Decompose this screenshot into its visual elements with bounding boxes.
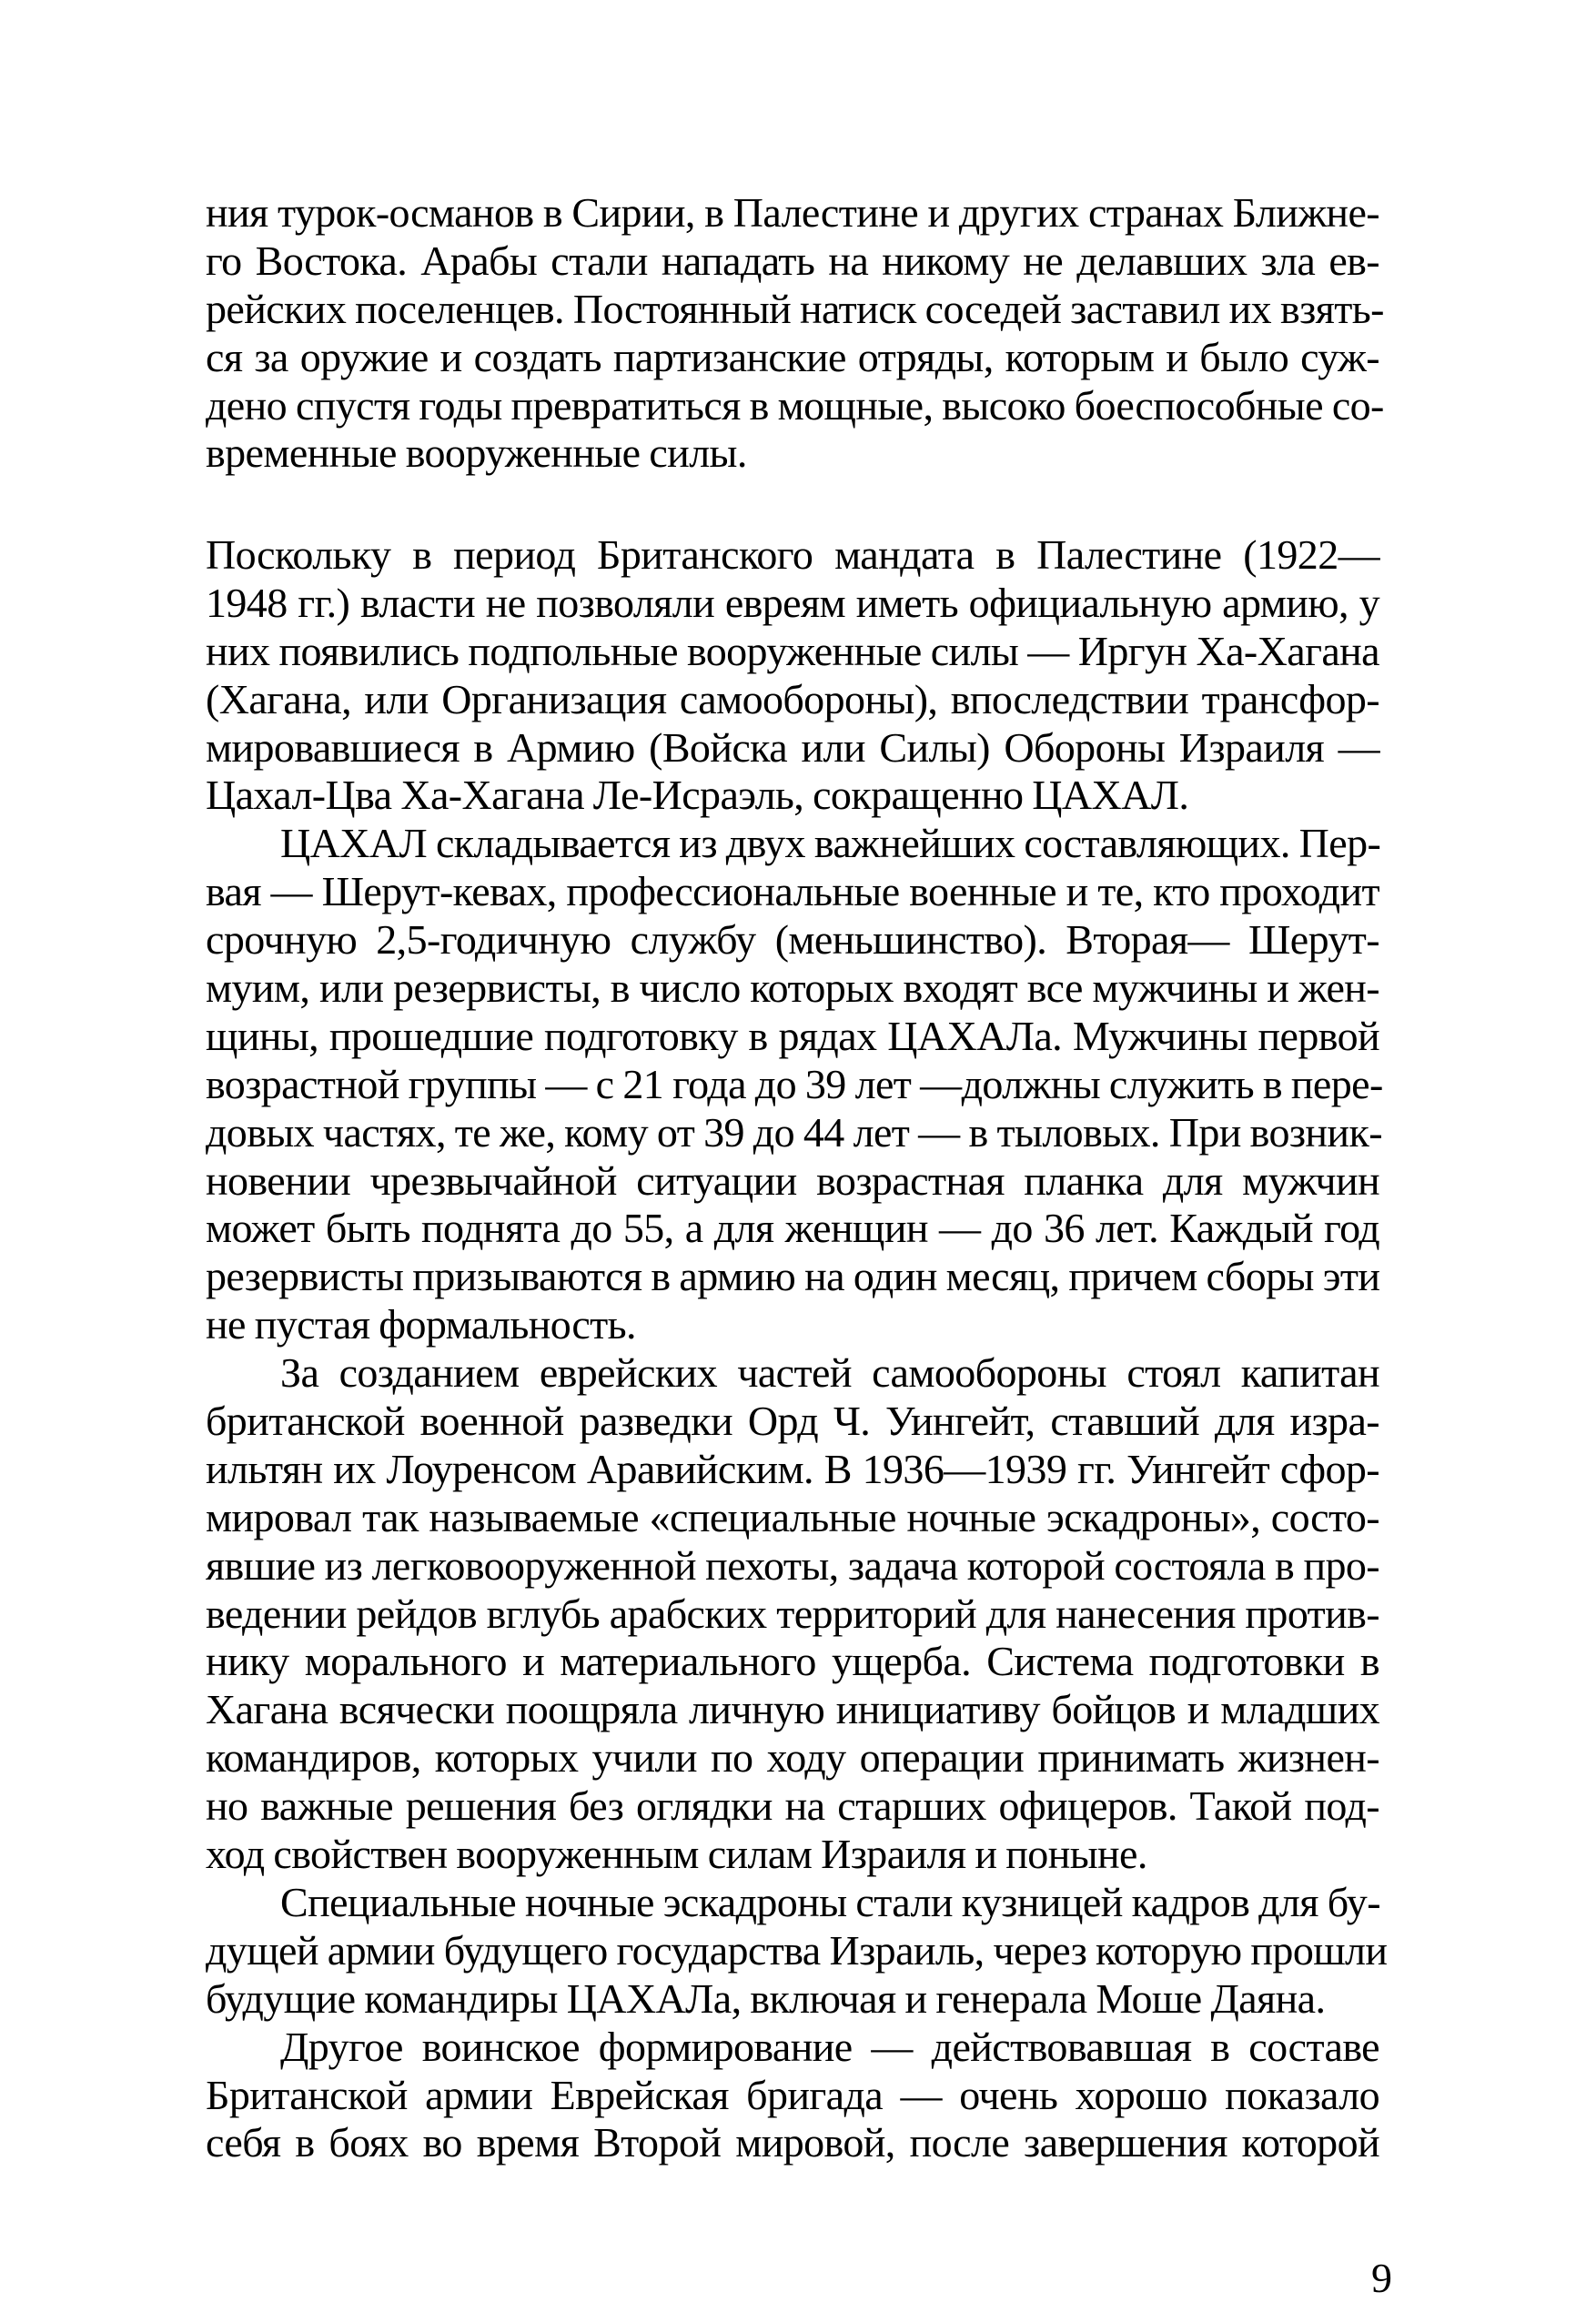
paragraph-4 [206,1349,1379,1879]
text-line: срочную 2,5-годичную службу (меньшинство). Вторая— Шерут- [206,916,1379,964]
text-line: себя в боях во время Второй мировой, после завершения которой [206,2119,1379,2166]
text-line: временные вооруженные силы. [206,429,747,477]
text-line: Хагана всячески поощряла личную инициативу бойцов и младших [206,1686,1379,1733]
text-block-main [206,531,1388,2167]
text-line: довых частях, те же, кому от 39 до 44 лет — в тыловых. При возник- [206,1108,1382,1156]
text-line: нику морального и материального ущерба. Система подготовки в [206,1638,1379,1685]
text-line: За созданием еврейских частей самообороны стоял капитан [280,1349,1379,1397]
text-line: рейских поселенцев. Постоянный натиск соседей заставил их взять- [206,285,1384,332]
text-line: ведении рейдов вглубь арабских территорий для нанесения против- [206,1590,1379,1637]
text-line: ильтян их Лоуренсом Аравийским. В 1936—1939 гг. Уингейт сфор- [206,1445,1379,1492]
text-line: Британской армии Еврейская бригада — очень хорошо показало [206,2071,1379,2118]
text-line: новении чрезвычайной ситуации возрастная планка для мужчин [206,1156,1379,1204]
text-line: ход свойствен вооруженным силам Израиля и поныне. [206,1831,1147,1878]
text-line: муим, или резервисты, в число которых входят все мужчины и жен- [206,964,1379,1012]
text-block-top [206,189,1384,478]
text-line: щины, прошедшие подготовку в рядах ЦАХАЛа. Мужчины первой [206,1012,1379,1059]
text-line: британской военной разведки Орд Ч. Уингейт, ставший для изра- [206,1398,1379,1445]
text-line: дущей армии будущего государства Израиль, через которую прошли [206,1926,1388,1974]
text-line: возрастной группы — с 21 года до 39 лет —должны служить в пере- [206,1060,1383,1107]
text-line: мировал так называемые «специальные ночные эскадроны», состо- [206,1493,1379,1540]
text-line: них появились подпольные вооруженные силы — Иргун Ха-Хагана [206,627,1379,674]
text-line: резервисты призываются в армию на один месяц, причем сборы эти [206,1253,1380,1300]
text-line: мировавшиеся в Армию (Войска или Силы) Обороны Израиля — [206,723,1379,771]
text-line: будущие командиры ЦАХАЛа, включая и генерала Моше Даяна. [206,1974,1326,2022]
text-line: может быть поднята до 55, а для женщин — до 36 лет. Каждый год [206,1205,1379,1252]
text-line: вая — Шерут-кевах, профессиональные военные и те, кто проходит [206,868,1379,915]
text-line: явшие из легковооруженной пехоты, задача которой состояла в про- [206,1541,1379,1589]
text-line: ся за оружие и создать партизанские отряды, которым и было суж- [206,333,1379,380]
text-line: дено спустя годы превратиться в мощные, высоко боеспособные со- [206,381,1384,429]
text-line: не пустая формальность. [206,1301,636,1348]
text-line: Специальные ночные эскадроны стали кузницей кадров для бу- [280,1878,1380,1925]
paragraph-5 [206,1878,1388,2024]
paragraph-1 [206,189,1384,478]
paragraph-2 [206,531,1379,820]
page-number: 9 [1371,2255,1392,2301]
paragraph-6 [206,2024,1379,2168]
text-line: 1948 гг.) власти не позволяли евреям иметь официальную армию, у [206,579,1379,626]
text-line: командиров, которых учили по ходу операции принимать жизнен- [206,1734,1379,1782]
text-line: Поскольку в период Британского мандата в Палестине (1922— [206,531,1379,578]
text-line: Другое воинское формирование — действовавшая в составе [280,2023,1379,2070]
text-line: Цахал-Цва Ха-Хагана Ле-Исраэль, сокращенно ЦАХАЛ. [206,772,1189,819]
text-line: но важные решения без оглядки на старших офицеров. Такой под- [206,1782,1379,1830]
text-line: (Хагана, или Организация самообороны), впоследствии трансфор- [206,675,1379,722]
text-line: го Востока. Арабы стали нападать на никому не делавших зла ев- [206,237,1379,284]
text-line: ния турок-османов в Сирии, в Палестине и других странах Ближне- [206,189,1379,236]
paragraph-3 [206,820,1383,1349]
text-line: ЦАХАЛ складывается из двух важнейших составляющих. Пер- [280,820,1381,867]
